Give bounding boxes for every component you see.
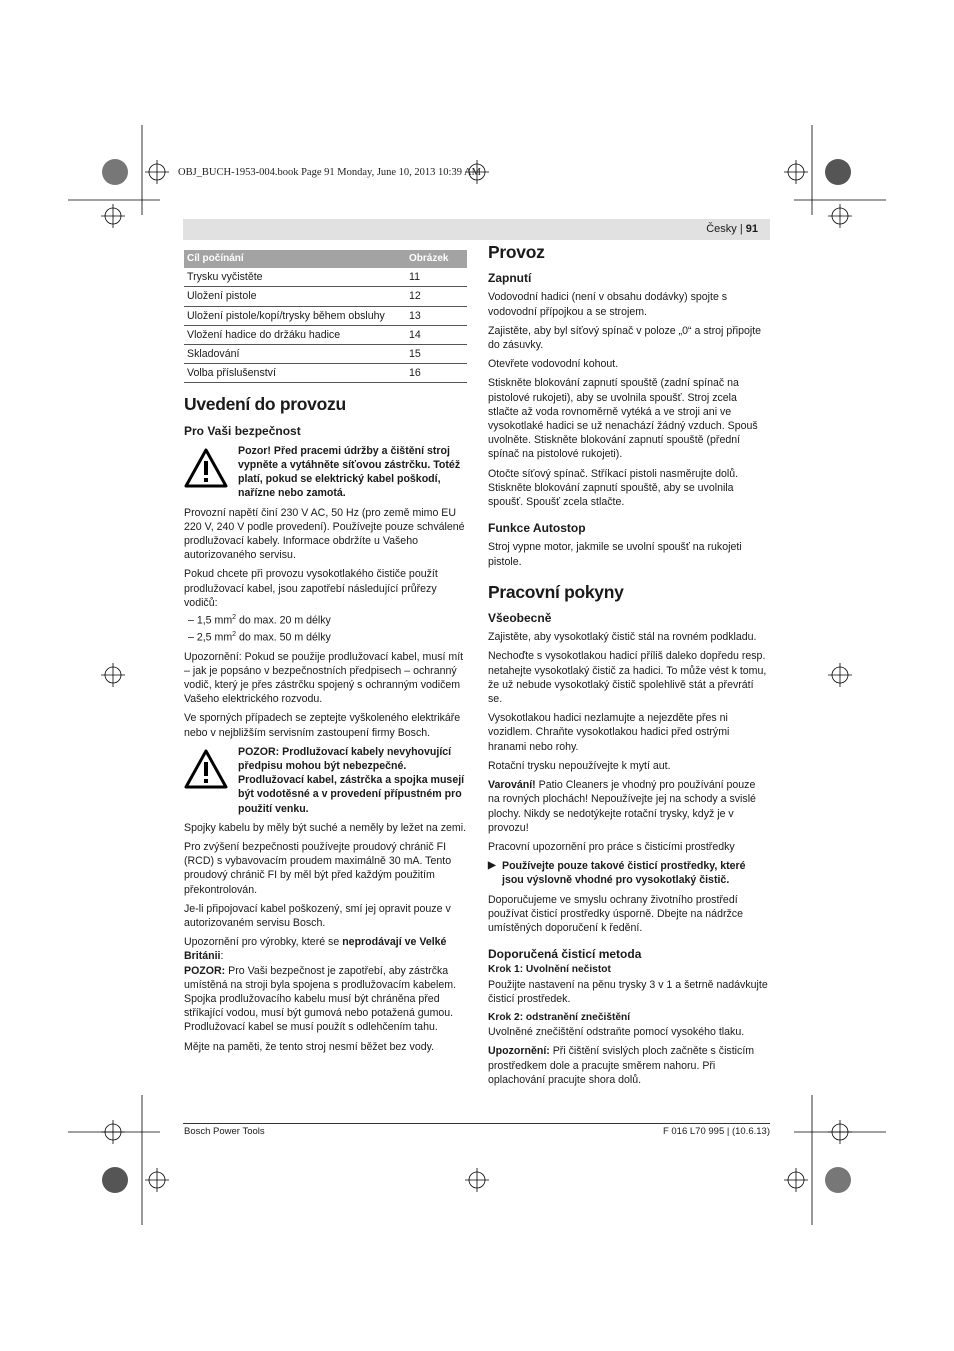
paragraph: Ve sporných případech se zeptejte vyškoleného elektrikáře nebo v nejbližším servisním zastoupení firmy Bosch. (184, 712, 461, 739)
table-row (184, 306, 467, 325)
step-label: Krok 2: odstranění znečištění (488, 1011, 631, 1023)
paragraph: Vysokotlakou hadici nezlamujte a nejezděte přes ni vozidlem. Chraňte vysokotlakou hadici před ostrými hranami nebo rohy. (488, 712, 730, 753)
print-info-line: OBJ_BUCH-1953-004.book Page 91 Monday, June 10, 2013 10:39 AM (178, 167, 481, 178)
paragraph: Otevřete vodovodní kohout. (488, 358, 619, 371)
page-header (183, 219, 770, 240)
table-cell: 14 (406, 325, 467, 344)
table-row (184, 287, 467, 306)
heading-safety: Pro Vaši bezpečnost (184, 423, 301, 438)
footer-brand: Bosch Power Tools (184, 1126, 265, 1137)
page-number: 91 (745, 223, 758, 235)
table-cell: 11 (406, 268, 467, 287)
bold-label: Upozornění: (488, 1045, 550, 1058)
paragraph: Provozní napětí činí 230 V AC, 50 Hz (pro země mimo EU 220 V, 240 V podle provedení). Používejte pouze schválené prodlužovací kabely. Informace obdržíte u Vašeho autorizovaného servisu. (184, 506, 465, 562)
paragraph: Doporučujeme ve smyslu ochrany životního prostředí používat čisticí prostředky úsporně. Dbejte na nádržce umístěných doporučení k ředění. (488, 893, 743, 934)
paragraph: Otočte síťový spínač. Stříkací pistoli nasměrujte dolů. Stiskněte blokování zapnutí spouště, aby se uvolnila spoušť. Spoušť zcela stlačte. (488, 467, 739, 509)
table-cell: Skladování (184, 345, 406, 364)
triangle-bullet-icon: ▶ (488, 860, 496, 872)
paragraph: Rotační trysku nepoužívejte k mytí aut. (488, 759, 671, 772)
heading-pokyny: Pracovní pokyny (488, 581, 624, 602)
left-column (184, 250, 467, 1059)
paragraph: Pokud chcete při provozu vysokotlakého čističe použít prodlužovací kabel, jsou zapotřebí následující průřezy vodičů: (184, 568, 438, 609)
paragraph: Uvolněné znečištění odstraňte pomocí vysokého tlaku. (488, 1026, 745, 1039)
list-text: do max. 20 m délky (236, 614, 331, 627)
paragraph (184, 964, 467, 1035)
paragraph (488, 1044, 770, 1087)
superscript: 2 (232, 614, 237, 622)
bullet-item (488, 859, 770, 887)
table-header-figure: Obrázek (406, 250, 467, 268)
heading-autostop: Funkce Autostop (488, 521, 586, 536)
paragraph: Zajistěte, aby byl síťový spínač v poloze „0“ a stroj připojte do zásuvky. (488, 324, 762, 352)
paragraph: Stiskněte blokování zapnutí spouště (zadní spínač na pistolové rukojeti), aby se uvolnila spoušť. Stroj zcela stlačte až voda rovnoměrně vytéká a ve stroji ani ve vysokotlaké hadici se už nenachází žádný vzduch. Spouš uvolněte. Stiskněte blokování zapnutí spouště (přední spínač na pistolové rukojeti). (488, 377, 758, 461)
paragraph: Zajistěte, aby vysokotlaký čistič stál na rovném podkladu. (488, 631, 757, 644)
list-item (184, 611, 467, 628)
bold-label: POZOR: (184, 964, 226, 977)
list-item (184, 628, 467, 645)
paragraph (488, 778, 770, 835)
warning-block (184, 745, 467, 816)
heading-zapnuti: Zapnutí (488, 271, 532, 286)
right-column (488, 242, 770, 1092)
list-text: do max. 50 m délky (236, 631, 331, 644)
table-cell: 12 (406, 287, 467, 306)
text-span: Patio Cleaners je vhodný pro používání pouze na rovných plochách! Nepoužívejte jej na schody a svislé plochy. Nikdy se nedotýkejte rotační trysky, když je v provozu! (488, 779, 756, 834)
table-cell: Vložení hadice do držáku hadice (184, 325, 406, 344)
table-cell: 13 (406, 306, 467, 325)
text-span: Upozornění pro výrobky, které se (184, 936, 343, 949)
heading-metoda: Doporučená čisticí metoda (488, 947, 642, 962)
paragraph: Stroj vypne motor, jakmile se uvolní spoušť na rukojeti pistole. (488, 541, 742, 568)
paragraph: Pro zvýšení bezpečnosti používejte proudový chránič FI (RCD) s vybavovacím proudem maximálně 30 mA. Tento proudový chránič FI by měl být před každým použitím překontrolován. (184, 840, 452, 896)
bold-span: neprodávají ve Velké Británii (184, 936, 447, 963)
figure-table (184, 250, 467, 383)
table-cell: Uložení pistole/kopí/trysky během obsluhy (184, 306, 406, 325)
warning-text: Pozor! Před pracemi údržby a čištění stroj vypněte a vytáhněte síťovou zástrčku. Totéž platí, pokud se elektrický kabel poškodí, nařízne nebo zamotá. (238, 444, 461, 500)
warning-icon (184, 745, 230, 816)
warning-text: POZOR: Prodlužovací kabely nevyhovující předpisu mohou být nebezpečné. Prodlužovací kabel, zástrčka a spojka musejí být vodotěsné a v provedení přípustném pro použití venku. (238, 745, 465, 815)
heading-provoz: Provoz (488, 242, 545, 262)
paragraph (184, 935, 467, 963)
warning-icon (184, 444, 230, 501)
superscript: 2 (232, 630, 237, 638)
paragraph: Nechoďte s vysokotlakou hadicí příliš daleko dopředu resp. netahejte vysokotlaký čistič za hadici. To může vést k tomu, že už nebude vysokotlaký čistič spolehlivě stát a převrátí se. (488, 650, 767, 706)
text-span: Pro Vaši bezpečnost je zapotřebí, aby zástrčka umístěná na stroji byla spojena s prodlužovacím kabelem. Spojka prodlužovacího kabelu musí být chráněna před stříkající vodou, musí být gumová nebo potažená gumou. Prodlužovací kabel se musí použít s odlehčením tahu. (184, 964, 457, 1034)
paragraph: Pracovní upozornění pro práce s čisticími prostředky (488, 840, 735, 853)
bullet-text: Používejte pouze takové čisticí prostředky, které jsou výslovně vhodné pro vysokotlaký čistič. (502, 860, 746, 887)
heading-obecne: Všeobecně (488, 611, 552, 626)
footer-rule (183, 1123, 770, 1124)
header-text: Česky | 91 (706, 223, 758, 235)
table-row (184, 364, 467, 383)
table-cell: 15 (406, 345, 467, 364)
table-row (184, 325, 467, 344)
table-cell: 16 (406, 364, 467, 383)
footer-code: F 016 L70 995 | (10.6.13) (662, 1126, 770, 1137)
table-header-goal: Cíl počínání (184, 250, 406, 268)
table-row (184, 268, 467, 287)
paragraph: Spojky kabelu by měly být suché a neměly by ležet na zemi. (184, 821, 467, 834)
table-cell: Uložení pistole (184, 287, 406, 306)
paragraph: Použijte nastavení na pěnu trysky 3 v 1 a šetrně nadávkujte čisticí prostředek. (488, 978, 768, 1005)
table-row (184, 345, 467, 364)
step-label: Krok 1: Uvolnění nečistot (488, 964, 611, 976)
table-cell: Volba příslušenství (184, 364, 406, 383)
paragraph: Je-li připojovací kabel poškozený, smí jej opravit pouze v autorizovaném servisu Bosch. (184, 902, 451, 929)
header-language: Česky (706, 223, 737, 235)
bold-label: Varování! (488, 779, 536, 792)
paragraph: Mějte na paměti, že tento stroj nesmí běžet bez vody. (184, 1040, 435, 1053)
table-cell: Trysku vyčistěte (184, 268, 406, 287)
text-span: Při čištění svislých ploch začněte s čisticím prostředkem dole a pracujte směrem nahoru. Při oplachování pracujte shora dolů. (488, 1045, 755, 1086)
warning-block (184, 444, 467, 501)
text-span: : (220, 950, 224, 963)
paragraph: Upozornění: Pokud se použije prodlužovací kabel, musí mít – jak je popsáno v bezpečnostních předpisech – ochranný vodič, který je přes zástrčku spojený s ochranným vodičem Vašeho elektrického rozvodu. (184, 650, 464, 706)
paragraph: Vodovodní hadici (není v obsahu dodávky) spojte s vodovodní přípojkou a se strojem. (488, 291, 728, 318)
list-text: – 1,5 mm (188, 614, 233, 627)
list-text: – 2,5 mm (188, 631, 233, 644)
heading-uvedeni: Uvedení do provozu (184, 394, 346, 415)
